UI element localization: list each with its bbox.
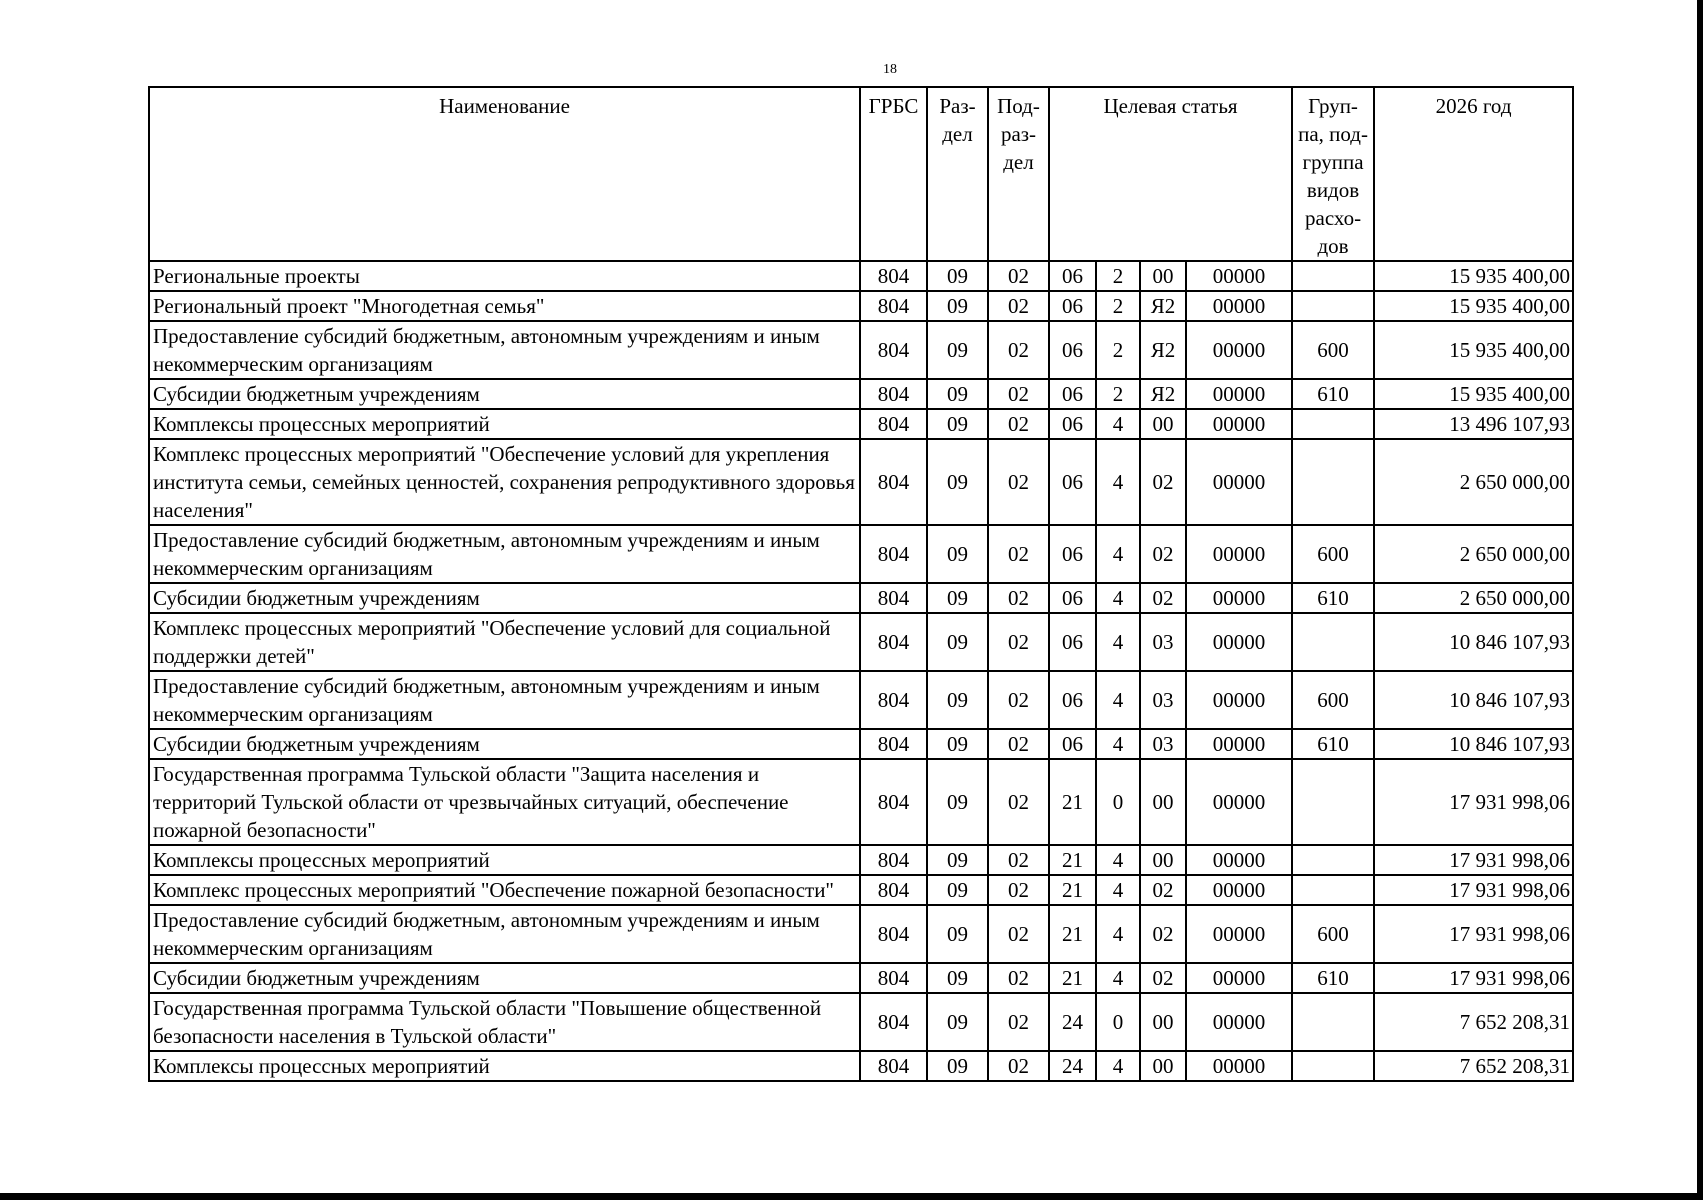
cell-podrazdel: 02 [988, 1051, 1049, 1081]
cell-name: Государственная программа Тульской области "Повышение общественной безопасности населения в Тульской области" [149, 993, 860, 1051]
cell-target-direction: 00000 [1186, 1051, 1292, 1081]
cell-podrazdel: 02 [988, 993, 1049, 1051]
cell-target-element: 00 [1140, 845, 1186, 875]
cell-grbs: 804 [860, 845, 927, 875]
cell-target-element: 00 [1140, 1051, 1186, 1081]
cell-target-direction: 00000 [1186, 729, 1292, 759]
cell-razdel: 09 [927, 321, 988, 379]
cell-target-direction: 00000 [1186, 583, 1292, 613]
cell-target-direction: 00000 [1186, 291, 1292, 321]
cell-podrazdel: 02 [988, 905, 1049, 963]
cell-target-type: 0 [1096, 993, 1140, 1051]
cell-podrazdel: 02 [988, 671, 1049, 729]
cell-podrazdel: 02 [988, 875, 1049, 905]
table-row [149, 321, 1573, 379]
cell-grbs: 804 [860, 963, 927, 993]
cell-amount: 2 650 000,00 [1374, 439, 1573, 525]
cell-name: Государственная программа Тульской области "Защита населения и территорий Тульской области от чрезвычайных ситуаций, обеспечение пожарной безопасности" [149, 759, 860, 845]
cell-target-type: 4 [1096, 613, 1140, 671]
cell-amount: 2 650 000,00 [1374, 525, 1573, 583]
cell-amount: 17 931 998,06 [1374, 759, 1573, 845]
cell-grbs: 804 [860, 409, 927, 439]
cell-expense-group [1292, 291, 1374, 321]
cell-amount: 17 931 998,06 [1374, 905, 1573, 963]
cell-expense-group: 600 [1292, 671, 1374, 729]
cell-target-direction: 00000 [1186, 525, 1292, 583]
cell-target-direction: 00000 [1186, 261, 1292, 291]
table-row [149, 671, 1573, 729]
cell-amount: 15 935 400,00 [1374, 321, 1573, 379]
cell-target-type: 2 [1096, 261, 1140, 291]
cell-razdel: 09 [927, 583, 988, 613]
cell-podrazdel: 02 [988, 321, 1049, 379]
cell-target-element: 03 [1140, 671, 1186, 729]
cell-grbs: 804 [860, 583, 927, 613]
cell-target-element: 00 [1140, 759, 1186, 845]
cell-grbs: 804 [860, 1051, 927, 1081]
cell-amount: 15 935 400,00 [1374, 261, 1573, 291]
table-row [149, 729, 1573, 759]
cell-expense-group [1292, 439, 1374, 525]
cell-target-direction: 00000 [1186, 759, 1292, 845]
cell-razdel: 09 [927, 963, 988, 993]
cell-target-element: 00 [1140, 409, 1186, 439]
cell-razdel: 09 [927, 525, 988, 583]
cell-target-direction: 00000 [1186, 671, 1292, 729]
cell-expense-group [1292, 845, 1374, 875]
cell-grbs: 804 [860, 261, 927, 291]
table-row [149, 583, 1573, 613]
table-row [149, 261, 1573, 291]
cell-name: Предоставление субсидий бюджетным, автономным учреждениям и иным некоммерческим организациям [149, 525, 860, 583]
cell-grbs: 804 [860, 291, 927, 321]
cell-target-program: 21 [1049, 905, 1096, 963]
cell-target-element: Я2 [1140, 291, 1186, 321]
cell-razdel: 09 [927, 409, 988, 439]
cell-grbs: 804 [860, 993, 927, 1051]
header-razdel: Раз-дел [927, 87, 988, 261]
cell-target-element: 02 [1140, 439, 1186, 525]
cell-grbs: 804 [860, 525, 927, 583]
cell-target-program: 06 [1049, 729, 1096, 759]
cell-expense-group [1292, 613, 1374, 671]
cell-grbs: 804 [860, 759, 927, 845]
cell-target-program: 06 [1049, 261, 1096, 291]
cell-name: Комплекс процессных мероприятий "Обеспечение пожарной безопасности" [149, 875, 860, 905]
cell-expense-group: 610 [1292, 963, 1374, 993]
cell-amount: 10 846 107,93 [1374, 729, 1573, 759]
cell-podrazdel: 02 [988, 291, 1049, 321]
cell-name: Субсидии бюджетным учреждениям [149, 963, 860, 993]
cell-razdel: 09 [927, 759, 988, 845]
cell-target-program: 21 [1049, 759, 1096, 845]
cell-target-program: 06 [1049, 583, 1096, 613]
table-row [149, 905, 1573, 963]
cell-target-direction: 00000 [1186, 993, 1292, 1051]
cell-name: Субсидии бюджетным учреждениям [149, 729, 860, 759]
cell-target-element: 02 [1140, 963, 1186, 993]
cell-target-direction: 00000 [1186, 409, 1292, 439]
cell-target-type: 2 [1096, 321, 1140, 379]
cell-podrazdel: 02 [988, 613, 1049, 671]
cell-target-type: 0 [1096, 759, 1140, 845]
cell-name: Комплексы процессных мероприятий [149, 409, 860, 439]
header-target-article: Целевая статья [1049, 87, 1292, 261]
cell-target-direction: 00000 [1186, 379, 1292, 409]
scan-right-edge [1697, 0, 1703, 1200]
cell-target-element: 03 [1140, 613, 1186, 671]
header-name: Наименование [149, 87, 860, 261]
cell-target-direction: 00000 [1186, 963, 1292, 993]
table-row [149, 759, 1573, 845]
cell-razdel: 09 [927, 1051, 988, 1081]
cell-target-program: 06 [1049, 525, 1096, 583]
cell-target-element: 02 [1140, 525, 1186, 583]
cell-podrazdel: 02 [988, 409, 1049, 439]
cell-amount: 17 931 998,06 [1374, 875, 1573, 905]
cell-razdel: 09 [927, 729, 988, 759]
cell-amount: 7 652 208,31 [1374, 993, 1573, 1051]
cell-podrazdel: 02 [988, 261, 1049, 291]
cell-target-type: 4 [1096, 583, 1140, 613]
cell-target-type: 2 [1096, 291, 1140, 321]
cell-target-program: 06 [1049, 671, 1096, 729]
cell-target-type: 4 [1096, 875, 1140, 905]
cell-target-element: 03 [1140, 729, 1186, 759]
cell-target-type: 2 [1096, 379, 1140, 409]
cell-razdel: 09 [927, 905, 988, 963]
cell-target-type: 4 [1096, 439, 1140, 525]
cell-target-element: Я2 [1140, 379, 1186, 409]
cell-target-element: 02 [1140, 875, 1186, 905]
cell-name: Предоставление субсидий бюджетным, автономным учреждениям и иным некоммерческим организациям [149, 905, 860, 963]
cell-target-type: 4 [1096, 1051, 1140, 1081]
cell-razdel: 09 [927, 845, 988, 875]
cell-grbs: 804 [860, 439, 927, 525]
header-year: 2026 год [1374, 87, 1573, 261]
cell-expense-group [1292, 875, 1374, 905]
cell-target-program: 21 [1049, 875, 1096, 905]
cell-target-direction: 00000 [1186, 613, 1292, 671]
cell-expense-group: 600 [1292, 525, 1374, 583]
cell-podrazdel: 02 [988, 379, 1049, 409]
table-row [149, 379, 1573, 409]
cell-target-program: 24 [1049, 1051, 1096, 1081]
cell-target-element: 00 [1140, 993, 1186, 1051]
cell-razdel: 09 [927, 671, 988, 729]
cell-grbs: 804 [860, 671, 927, 729]
cell-expense-group [1292, 993, 1374, 1051]
cell-name: Комплекс процессных мероприятий "Обеспечение условий для укрепления института семьи, семейных ценностей, сохранения репродуктивного здоровья населения" [149, 439, 860, 525]
cell-grbs: 804 [860, 321, 927, 379]
table-row [149, 963, 1573, 993]
header-grbs: ГРБС [860, 87, 927, 261]
cell-target-direction: 00000 [1186, 905, 1292, 963]
cell-podrazdel: 02 [988, 439, 1049, 525]
table-header-row [149, 87, 1573, 261]
cell-amount: 17 931 998,06 [1374, 845, 1573, 875]
cell-target-program: 21 [1049, 845, 1096, 875]
cell-target-program: 06 [1049, 321, 1096, 379]
scan-bottom-edge [0, 1193, 1703, 1200]
cell-expense-group [1292, 759, 1374, 845]
cell-grbs: 804 [860, 905, 927, 963]
table-row [149, 439, 1573, 525]
cell-amount: 17 931 998,06 [1374, 963, 1573, 993]
cell-grbs: 804 [860, 613, 927, 671]
cell-amount: 10 846 107,93 [1374, 613, 1573, 671]
cell-target-program: 06 [1049, 613, 1096, 671]
cell-name: Комплекс процессных мероприятий "Обеспечение условий для социальной поддержки детей" [149, 613, 860, 671]
cell-name: Предоставление субсидий бюджетным, автономным учреждениям и иным некоммерческим организациям [149, 321, 860, 379]
cell-grbs: 804 [860, 875, 927, 905]
cell-expense-group [1292, 261, 1374, 291]
cell-expense-group: 600 [1292, 321, 1374, 379]
cell-podrazdel: 02 [988, 963, 1049, 993]
cell-expense-group: 610 [1292, 583, 1374, 613]
cell-amount: 15 935 400,00 [1374, 379, 1573, 409]
cell-name: Комплексы процессных мероприятий [149, 845, 860, 875]
cell-expense-group: 610 [1292, 729, 1374, 759]
cell-target-type: 4 [1096, 963, 1140, 993]
table-row [149, 875, 1573, 905]
table-row [149, 1051, 1573, 1081]
cell-name: Региональные проекты [149, 261, 860, 291]
cell-target-type: 4 [1096, 905, 1140, 963]
cell-podrazdel: 02 [988, 845, 1049, 875]
cell-name: Предоставление субсидий бюджетным, автономным учреждениям и иным некоммерческим организациям [149, 671, 860, 729]
cell-target-element: 02 [1140, 583, 1186, 613]
cell-target-direction: 00000 [1186, 321, 1292, 379]
table-row [149, 845, 1573, 875]
cell-name: Региональный проект "Многодетная семья" [149, 291, 860, 321]
cell-expense-group: 600 [1292, 905, 1374, 963]
cell-target-element: 02 [1140, 905, 1186, 963]
header-podrazdel: Под-раз-дел [988, 87, 1049, 261]
cell-name: Комплексы процессных мероприятий [149, 1051, 860, 1081]
cell-target-program: 21 [1049, 963, 1096, 993]
header-expense-group: Груп-па, под-группа видов расхо-дов [1292, 87, 1374, 261]
cell-target-program: 06 [1049, 291, 1096, 321]
cell-podrazdel: 02 [988, 759, 1049, 845]
cell-razdel: 09 [927, 439, 988, 525]
cell-razdel: 09 [927, 379, 988, 409]
cell-target-type: 4 [1096, 409, 1140, 439]
cell-grbs: 804 [860, 379, 927, 409]
cell-target-program: 06 [1049, 439, 1096, 525]
cell-razdel: 09 [927, 291, 988, 321]
table-row [149, 525, 1573, 583]
cell-name: Субсидии бюджетным учреждениям [149, 583, 860, 613]
cell-razdel: 09 [927, 875, 988, 905]
cell-target-direction: 00000 [1186, 439, 1292, 525]
table-row [149, 993, 1573, 1051]
cell-target-program: 06 [1049, 409, 1096, 439]
cell-target-program: 06 [1049, 379, 1096, 409]
table-row [149, 613, 1573, 671]
cell-target-direction: 00000 [1186, 845, 1292, 875]
cell-target-type: 4 [1096, 729, 1140, 759]
budget-table [148, 86, 1574, 1082]
cell-grbs: 804 [860, 729, 927, 759]
cell-expense-group: 610 [1292, 379, 1374, 409]
cell-amount: 10 846 107,93 [1374, 671, 1573, 729]
cell-name: Субсидии бюджетным учреждениям [149, 379, 860, 409]
cell-target-type: 4 [1096, 671, 1140, 729]
cell-target-direction: 00000 [1186, 875, 1292, 905]
cell-amount: 2 650 000,00 [1374, 583, 1573, 613]
cell-target-program: 24 [1049, 993, 1096, 1051]
cell-razdel: 09 [927, 613, 988, 671]
cell-amount: 13 496 107,93 [1374, 409, 1573, 439]
page-number: 18 [883, 62, 897, 77]
cell-amount: 15 935 400,00 [1374, 291, 1573, 321]
table-row [149, 291, 1573, 321]
cell-target-type: 4 [1096, 525, 1140, 583]
table-body [149, 261, 1573, 1081]
cell-target-element: 00 [1140, 261, 1186, 291]
cell-target-element: Я2 [1140, 321, 1186, 379]
cell-razdel: 09 [927, 993, 988, 1051]
cell-amount: 7 652 208,31 [1374, 1051, 1573, 1081]
table-row [149, 409, 1573, 439]
cell-podrazdel: 02 [988, 525, 1049, 583]
cell-podrazdel: 02 [988, 729, 1049, 759]
cell-target-type: 4 [1096, 845, 1140, 875]
cell-podrazdel: 02 [988, 583, 1049, 613]
cell-razdel: 09 [927, 261, 988, 291]
cell-expense-group [1292, 409, 1374, 439]
cell-expense-group [1292, 1051, 1374, 1081]
